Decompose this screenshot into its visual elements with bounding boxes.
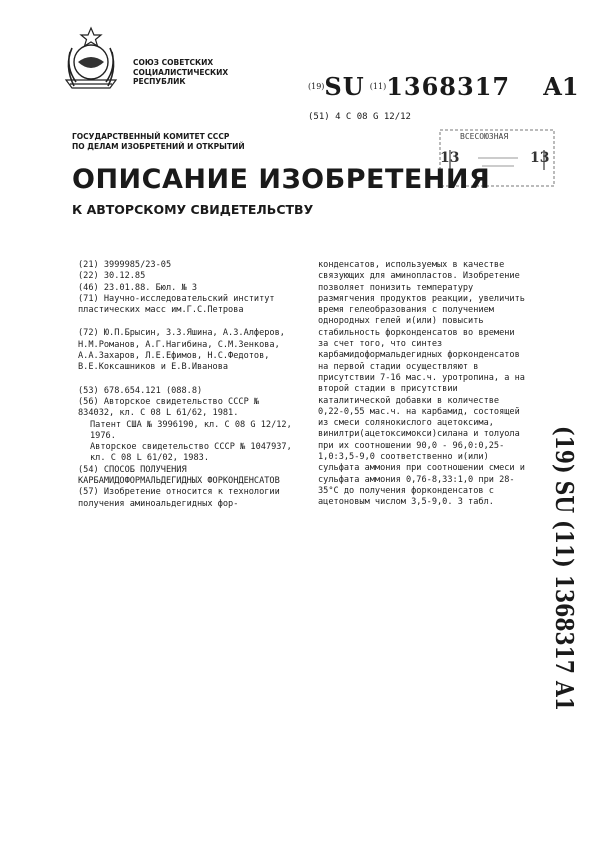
org-line: СОЮЗ СОВЕТСКИХ — [133, 58, 214, 67]
country-code-tag: (19) — [308, 82, 325, 91]
inventors: (72) Ю.П.Брысин, З.З.Яшина, А.З.Алферов, Н.М.Романов, А.Г.Нагибина, С.М.Зенкова, А.А.Захаров, Л.Е.Ефимов, Н.С.Федотов, В.Е.Коксашников и Е.В.Иванова — [78, 328, 285, 373]
committee-line: ГОСУДАРСТВЕННЫЙ КОМИТЕТ СССР — [72, 132, 230, 141]
abstract-column: конденсатов, используемых в качестве связующих для аминопластов. Изобретение позволяет понизить температуру размягчения продуктов реакции, увеличить время гелеобразования с получением однородных гелей и(или) повысить стабильность форконденсатов во времени за счет того, что синтез карбамидоформальдегидных форконденсатов на первой стадии осуществляют в присутствии 7-16 мас.ч. уротропина, а на второй стадии в присутствии каталитической добавки в количестве 0,22-0,55 мас.ч. на карбамид, состоящей из смеси солянокислого ацетоксима, винилтри(ацетоксимокси)силана и толуола при их соотношении 90,0 - 96,0:0,25-1,0:3,5-9,0 соответственно и(или) сульфата аммония при соотношении смеси и сульфата аммония 0,76-8,33:1,0 при 28-35°С до получения форконденсатов с ацетоновым числом 3,5-9,0. 3 табл. — [318, 260, 525, 508]
reference-3: Авторское свидетельство СССР № 1047937, кл. С 08 L 61/02, 1983. — [90, 442, 292, 464]
country-organization — [133, 58, 228, 87]
app-number: (21) 3999985/23-05 — [78, 260, 172, 270]
invention-title: (54) СПОСОБ ПОЛУЧЕНИЯ КАРБАМИДОФОРМАЛЬДЕГИДНЫХ ФОРКОНДЕНСАТОВ — [78, 464, 280, 487]
filing-date: (22) 30.12.85 — [78, 271, 146, 282]
abstract-start: (57) Изобретение относится к технологии получения аминоальдегидных фор- — [78, 487, 280, 509]
ussr-emblem — [58, 22, 124, 98]
reference-1: (56) Авторское свидетельство СССР № 834032, кл. С 08 L 61/62, 1981. — [78, 396, 260, 419]
document-title: ОПИСАНИЕ ИЗОБРЕТЕНИЯ — [72, 164, 491, 195]
reference-2: Патент США № 3996190, кл. С 08 G 12/12, 1976. — [90, 419, 292, 441]
org-line: СОЦИАЛИСТИЧЕСКИХ — [133, 67, 229, 77]
publication-number — [308, 72, 579, 102]
committee-line: ПО ДЕЛАМ ИЗОБРЕТЕНИЙ И ОТКРЫТИЙ — [72, 142, 245, 151]
org-line: РЕСПУБЛИК — [133, 77, 186, 86]
stamp-number-right: 13 — [530, 150, 550, 166]
patent-number: 1368317 — [386, 72, 511, 101]
bulletin: (46) 23.01.88. Бюл. № 3 — [78, 282, 197, 293]
applicant: (71) Научно-исследовательский институт пластических масс им.Г.С.Петрова — [78, 293, 275, 316]
document-subtitle: К АВТОРСКОМУ СВИДЕТЕЛЬСТВУ — [72, 202, 314, 217]
udc: (53) 678.654.121 (088.8) — [78, 385, 203, 396]
ipc-classification: (51) 4 С 08 G 12/12 — [308, 112, 411, 122]
bibliographic-column — [78, 260, 312, 510]
side-label-text: (19) SU (11) 1368317 A1 — [550, 426, 579, 720]
committee — [72, 132, 245, 152]
side-publication-label — [548, 420, 582, 720]
kind-code: A1 — [543, 72, 579, 101]
number-tag: (11) — [369, 82, 387, 91]
country-code: SU — [324, 72, 365, 101]
stamp-text: ВСЕСОЮЗНАЯ — [460, 132, 509, 141]
stamp-number-left: 13 — [440, 150, 460, 166]
